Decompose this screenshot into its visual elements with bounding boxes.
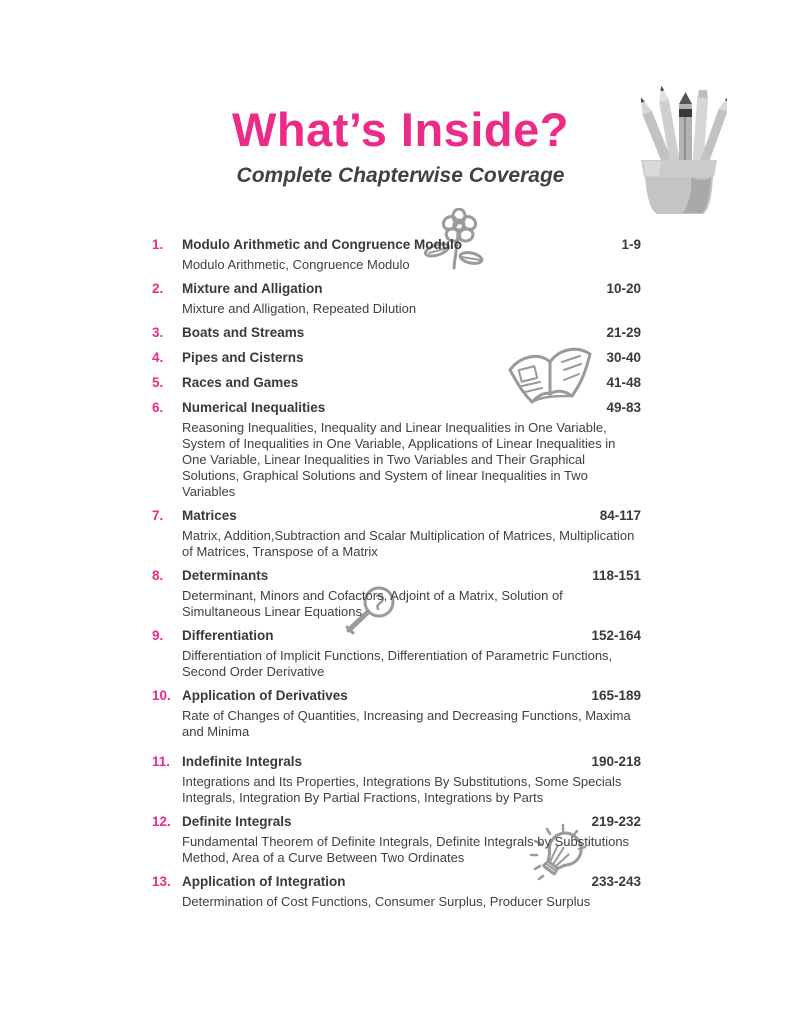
chapter-title: Matrices — [182, 508, 237, 523]
chapter-title: Application of Derivatives — [182, 688, 348, 703]
chapter-pages: 10-20 — [606, 281, 641, 296]
chapter-pages: 233-243 — [591, 874, 641, 889]
chapter-number: 3. — [152, 325, 164, 340]
chapter-number: 5. — [152, 375, 164, 390]
chapter-title: Numerical Inequalities — [182, 400, 326, 415]
chapter-title: Pipes and Cisterns — [182, 350, 304, 365]
chapter-pages: 152-164 — [591, 628, 641, 643]
chapter-title: Indefinite Integrals — [182, 754, 303, 769]
chapter-pages: 165-189 — [591, 688, 641, 703]
chapter-pages: 1-9 — [621, 237, 641, 252]
chapter-pages: 84-117 — [599, 508, 641, 523]
chapter-description: Modulo Arithmetic, Congruence Modulo — [182, 257, 410, 272]
chapter-row — [152, 507, 641, 560]
chapter-title: Modulo Arithmetic and Congruence Modulo — [182, 237, 462, 252]
chapter-number: 4. — [152, 350, 164, 365]
chapter-row — [152, 627, 641, 680]
cup-group — [641, 160, 717, 214]
chapter-number: 9. — [152, 628, 164, 643]
chapter-list — [152, 236, 641, 917]
chapter-row — [152, 813, 641, 866]
chapter-number: 1. — [152, 237, 164, 252]
chapter-title: Races and Games — [182, 375, 299, 390]
chapter-pages: 49-83 — [606, 400, 641, 415]
chapter-description: Determinant, Minors and Cofactors, Adjoint of a Matrix, Solution of Simultaneous Linear Equations — [182, 588, 563, 619]
chapter-title: Mixture and Alligation — [182, 281, 323, 296]
chapter-row — [152, 873, 641, 910]
chapter-number: 2. — [152, 281, 164, 296]
chapter-description: Matrix, Addition,Subtraction and Scalar Multiplication of Matrices, Multiplication of Matrices, Transpose of a Matrix — [182, 528, 635, 559]
chapter-pages: 41-48 — [606, 375, 641, 390]
chapter-number: 11. — [152, 754, 171, 769]
chapter-row — [152, 374, 641, 392]
chapter-pages: 30-40 — [606, 350, 641, 365]
page-title: What’s Inside? — [232, 103, 569, 156]
chapter-title: Boats and Streams — [182, 325, 305, 340]
chapter-description: Rate of Changes of Quantities, Increasing and Decreasing Functions, Maxima and Minima — [182, 708, 631, 739]
chapter-row — [152, 687, 641, 740]
chapter-row — [152, 349, 641, 367]
chapter-row — [152, 399, 641, 500]
chapter-pages: 219-232 — [591, 814, 641, 829]
page-subtitle: Complete Chapterwise Coverage — [236, 163, 565, 187]
chapter-number: 10. — [152, 688, 171, 703]
chapter-row — [152, 236, 641, 273]
chapter-title: Definite Integrals — [182, 814, 292, 829]
chapter-number: 13. — [152, 874, 171, 889]
chapter-title: Determinants — [182, 568, 269, 583]
chapter-number: 6. — [152, 400, 164, 415]
chapter-description: Fundamental Theorem of Definite Integrals, Definite Integrals by Substitutions Method, Area of a Curve Between Two Ordinates — [182, 834, 630, 865]
chapter-description: Differentiation of Implicit Functions, Differentiation of Parametric Functions, Second Order Derivative — [182, 648, 613, 679]
chapter-row — [152, 280, 641, 317]
chapter-number: 12. — [152, 814, 171, 829]
chapter-description: Mixture and Alligation, Repeated Dilution — [182, 301, 417, 316]
chapter-title: Differentiation — [182, 628, 274, 643]
pencil-cup-icon — [631, 82, 727, 218]
chapter-pages: 118-151 — [592, 568, 641, 583]
chapter-row — [152, 753, 641, 806]
chapter-pages: 190-218 — [591, 754, 641, 769]
chapter-row — [152, 324, 641, 342]
chapter-description: Determination of Cost Functions, Consumer Surplus, Producer Surplus — [182, 894, 591, 909]
chapter-number: 7. — [152, 508, 164, 523]
chapter-description: Reasoning Inequalities, Inequality and Linear Inequalities in One Variable, System of Inequalities in One Variable, Applications of Linear Inequalities in One Variable, Linear Inequalities in Two Variables and Their Graphical Solutions, Graphical Solutions and System of linear Inequalities in Two Variables — [182, 420, 616, 499]
chapter-description: Integrations and Its Properties, Integrations By Substitutions, Some Specials Integrals, Integration By Partial Fractions, Integrations by Parts — [182, 774, 622, 805]
chapter-pages: 21-29 — [606, 325, 641, 340]
chapter-row — [152, 567, 641, 620]
chapter-title: Application of Integration — [182, 874, 346, 889]
chapter-number: 8. — [152, 568, 164, 583]
pencil-cup-illustration — [631, 82, 727, 218]
